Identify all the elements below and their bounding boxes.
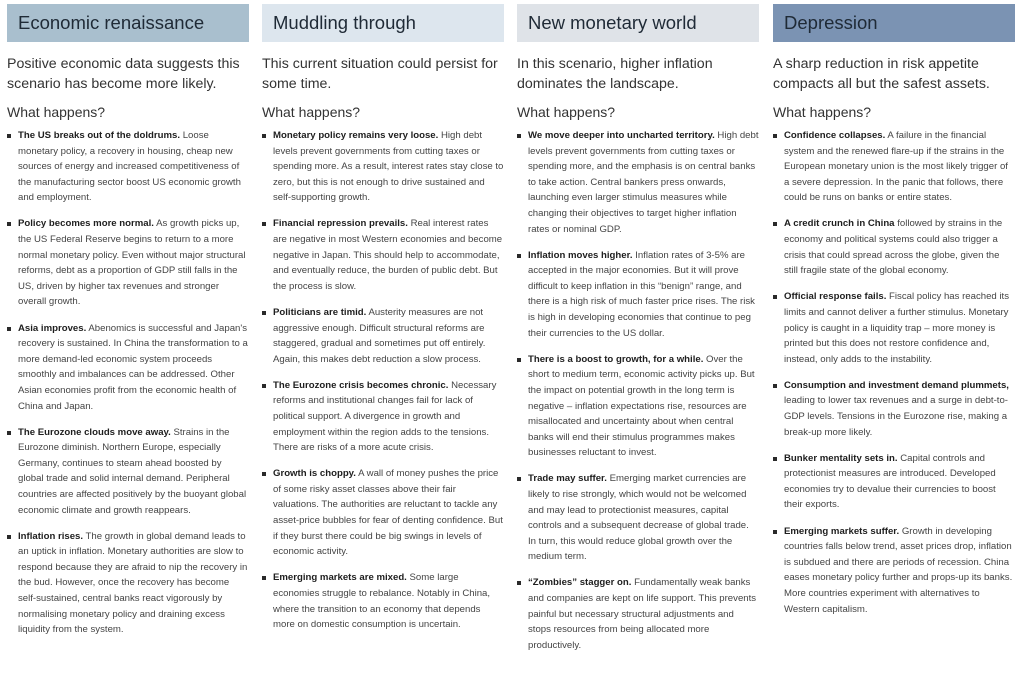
scenario-column-1 xyxy=(7,4,249,684)
item-lead: Confidence collapses. xyxy=(784,130,886,141)
column-title: Depression xyxy=(784,12,878,33)
item-text: Some large economies struggle to rebalance. Notably in China, where the transition to an economy that depends more on domestic consumption is uncertain. xyxy=(273,572,491,631)
scenario-list xyxy=(517,128,759,653)
item-lead: Inflation rises. xyxy=(18,530,84,542)
list-item xyxy=(517,352,759,461)
square-bullet-icon xyxy=(262,576,266,580)
scenario-column-3 xyxy=(517,4,759,684)
item-text: Emerging market currencies are likely to rise strongly, which would not be welcomed and may lead to protectionist measures, capital controls and a subsequent decrease of global trade. In turn, this would reduce global growth over the medium term. xyxy=(528,473,749,563)
item-text: High debt levels prevent governments from cutting taxes or spending more. As a result, interest rates stay close to zero, but this is not enough to drive sustained and self-supporting growth. xyxy=(273,130,504,204)
column-title: Muddling through xyxy=(273,12,416,33)
square-bullet-icon xyxy=(773,134,777,138)
item-text: Inflation rates of 3-5% are accepted in the major economies. But it will prove difficult to keep inflation in this “benign” range, and there is a high risk of much faster price rises. The risk is high in developing economies that continue to peg their currencies to the US dollar. xyxy=(528,249,755,339)
item-lead: Monetary policy remains very loose. xyxy=(273,130,439,141)
item-text: The growth in global demand leads to an uptick in inflation. Monetary authorities are slow to respond because they are afraid to nip the recovery in the bud. However, once the recovery has become self-sustained, central banks react vigorously by normalising monetary policy and draining excess liquidity from the system. xyxy=(18,530,248,636)
list-item xyxy=(773,378,1015,440)
scenario-column-4 xyxy=(773,4,1015,684)
item-lead: Trade may suffer. xyxy=(528,473,607,485)
item-lead: Politicians are timid. xyxy=(273,306,367,318)
item-text: A wall of money pushes the price of some risky asset classes above their fair valuations. The authorities are reluctant to tackle any asset-price bubbles for fear of denting confidence. But if they burst there could be big swings in levels of economic activity. xyxy=(273,468,503,558)
scenario-list xyxy=(7,128,249,638)
item-text: Fiscal policy has reached its limits and cannot deliver a further stimulus. Monetary policy is caught in a liquidity trap – more money is printed but this does not restore confidence and, instead, only adds to the instability. xyxy=(784,291,1010,365)
list-item xyxy=(262,466,504,560)
item-lead: The Eurozone crisis becomes chronic. xyxy=(273,379,449,391)
item-text: As growth picks up, the US Federal Reserve begins to return to a more normal monetary policy. Even without major structural reforms, debt as a proportion of GDP still falls in the US, driven by higher tax revenues and stronger overall growth. xyxy=(18,218,246,308)
item-lead: Asia improves. xyxy=(18,322,87,334)
item-lead: Emerging markets are mixed. xyxy=(273,572,407,584)
item-text: Fundamentally weak banks and companies are kept on life support. This prevents painful but necessary structural adjustments and stops resources from being allocated more productively. xyxy=(528,577,757,651)
column-intro: In this scenario, higher inflation dominates the landscape. xyxy=(517,56,713,92)
square-bullet-icon xyxy=(517,254,521,258)
square-bullet-icon xyxy=(517,477,521,481)
what-happens-heading: What happens? xyxy=(773,104,872,120)
list-item xyxy=(7,216,249,310)
column-header xyxy=(517,4,759,42)
column-title: New monetary world xyxy=(528,12,697,33)
list-item xyxy=(262,128,504,206)
square-bullet-icon xyxy=(262,222,266,226)
what-happens-heading: What happens? xyxy=(262,104,361,120)
item-text: Over the short to medium term, economic activity picks up. But the impact on potential growth in the long term is negative – inflation expectations rise, resources are misallocated and uncertainty about when central banks will end their stimulus programmes makes businesses reluctant to invest. xyxy=(528,353,755,459)
what-happens-heading: What happens? xyxy=(7,104,106,120)
scenario-list xyxy=(773,128,1015,617)
square-bullet-icon xyxy=(517,134,521,138)
item-text: followed by strains in the economy and political systems could also trigger a crisis that could spread across the globe, given the still fragile state of the global economy. xyxy=(784,218,1003,277)
item-lead: A credit crunch in China xyxy=(784,218,895,230)
item-text: Strains in the Eurozone diminish. Northern Europe, especially Germany, continues to steam ahead boosted by global trade and solid internal demand. Peripheral countries are affected positively by the buoyant global economic climate and growth reappears. xyxy=(18,426,247,516)
square-bullet-icon xyxy=(7,535,11,539)
item-text: High debt levels prevent governments from cutting taxes or spending more, and the emphasis is on central banks to take action. Central bankers press onwards, launching even larger stimulus measures while changing their objectives to target higher inflation rates or nominal GDP. xyxy=(528,130,759,235)
list-item xyxy=(773,451,1015,513)
square-bullet-icon xyxy=(7,431,11,435)
list-item xyxy=(7,425,249,519)
column-title: Economic renaissance xyxy=(18,12,205,33)
column-header xyxy=(262,4,504,42)
item-lead: Bunker mentality sets in. xyxy=(784,452,898,464)
square-bullet-icon xyxy=(262,134,266,138)
item-text: A failure in the financial system and the renewed flare-up if the strains in the European monetary union is the most likely trigger of a severe depression. In the panic that follows, there could be runs on banks or entire states. xyxy=(784,130,1008,204)
scenario-list xyxy=(262,128,504,633)
square-bullet-icon xyxy=(262,311,266,315)
list-item xyxy=(773,128,1015,206)
square-bullet-icon xyxy=(517,581,521,585)
item-lead: Official response fails. xyxy=(784,291,887,303)
column-intro: Positive economic data suggests this scenario has become more likely. xyxy=(7,56,240,92)
item-text: Austerity measures are not aggressive enough. Difficult structural reforms are staggered, gradual and sometimes put off entirely. Again, this makes debt reduction a slow process. xyxy=(273,306,486,365)
list-item xyxy=(7,529,249,638)
item-lead: Financial repression prevails. xyxy=(273,218,408,230)
item-lead: Emerging markets suffer. xyxy=(784,525,900,537)
column-intro: This current situation could persist for some time. xyxy=(262,56,498,92)
list-item xyxy=(773,289,1015,367)
list-item xyxy=(517,471,759,565)
column-header xyxy=(773,4,1015,42)
list-item xyxy=(773,216,1015,278)
square-bullet-icon xyxy=(773,222,777,226)
item-text: Necessary reforms and institutional changes fail for lack of political support. A divergence in growth and employment within the region adds to the tensions. There are risks of a more acute crisis. xyxy=(273,379,497,454)
item-lead: Growth is choppy. xyxy=(273,468,356,480)
square-bullet-icon xyxy=(773,530,777,534)
square-bullet-icon xyxy=(262,384,266,388)
item-text: Growth in developing countries falls below trend, asset prices drop, inflation is subdued and there are periods of recession. China eases monetary policy further and props-up its banks. More countries experiment with alternatives to Western capitalism. xyxy=(784,525,1013,615)
list-item xyxy=(517,248,759,342)
square-bullet-icon xyxy=(7,222,11,226)
list-item xyxy=(262,216,504,294)
item-text: Abenomics is successful and Japan's recovery is sustained. In China the transformation to a more demand-led economic system proceeds smoothly and imbalances can be addressed. Other Asian economies profit from the economic health of China and Japan. xyxy=(18,322,248,412)
item-lead: “Zombies” stagger on. xyxy=(528,577,632,589)
square-bullet-icon xyxy=(517,358,521,362)
column-header xyxy=(7,4,249,42)
square-bullet-icon xyxy=(773,384,777,388)
square-bullet-icon xyxy=(7,134,11,138)
square-bullet-icon xyxy=(773,457,777,461)
item-lead: We move deeper into uncharted territory. xyxy=(528,130,715,141)
item-text: leading to lower tax revenues and a surge in debt-to-GDP levels. Tensions in the Eurozone rise, making a break-up more likely. xyxy=(784,395,1008,438)
list-item xyxy=(517,128,759,237)
item-lead: Inflation moves higher. xyxy=(528,249,633,261)
square-bullet-icon xyxy=(7,327,11,331)
list-item xyxy=(262,305,504,367)
item-text: Capital controls and protectionist measures are introduced. Developed economies try to devalue their currencies to boost their exports. xyxy=(784,452,996,511)
item-lead: Consumption and investment demand plummets, xyxy=(784,379,1009,391)
item-lead: There is a boost to growth, for a while. xyxy=(528,353,704,365)
column-intro: A sharp reduction in risk appetite compacts all but the safest assets. xyxy=(773,56,990,92)
item-text: Real interest rates are negative in most Western economies and become negative in Japan. This should help to accommodate, and eventually reduce, the burden of public debt. But the process is slow. xyxy=(273,218,503,292)
list-item xyxy=(773,524,1015,618)
list-item xyxy=(517,575,759,653)
list-item xyxy=(7,321,249,415)
square-bullet-icon xyxy=(262,472,266,476)
list-item xyxy=(7,128,249,206)
item-lead: Policy becomes more normal. xyxy=(18,218,154,230)
item-lead: The US breaks out of the doldrums. xyxy=(18,130,181,141)
list-item xyxy=(262,378,504,456)
item-text: Loose monetary policy, a recovery in housing, cheap new sources of energy and increased competitiveness of the manufacturing sector boost US economic growth and employment. xyxy=(18,130,241,204)
scenario-column-2 xyxy=(262,4,504,684)
list-item xyxy=(262,570,504,632)
what-happens-heading: What happens? xyxy=(517,104,616,120)
square-bullet-icon xyxy=(773,295,777,299)
item-lead: The Eurozone clouds move away. xyxy=(18,426,171,438)
